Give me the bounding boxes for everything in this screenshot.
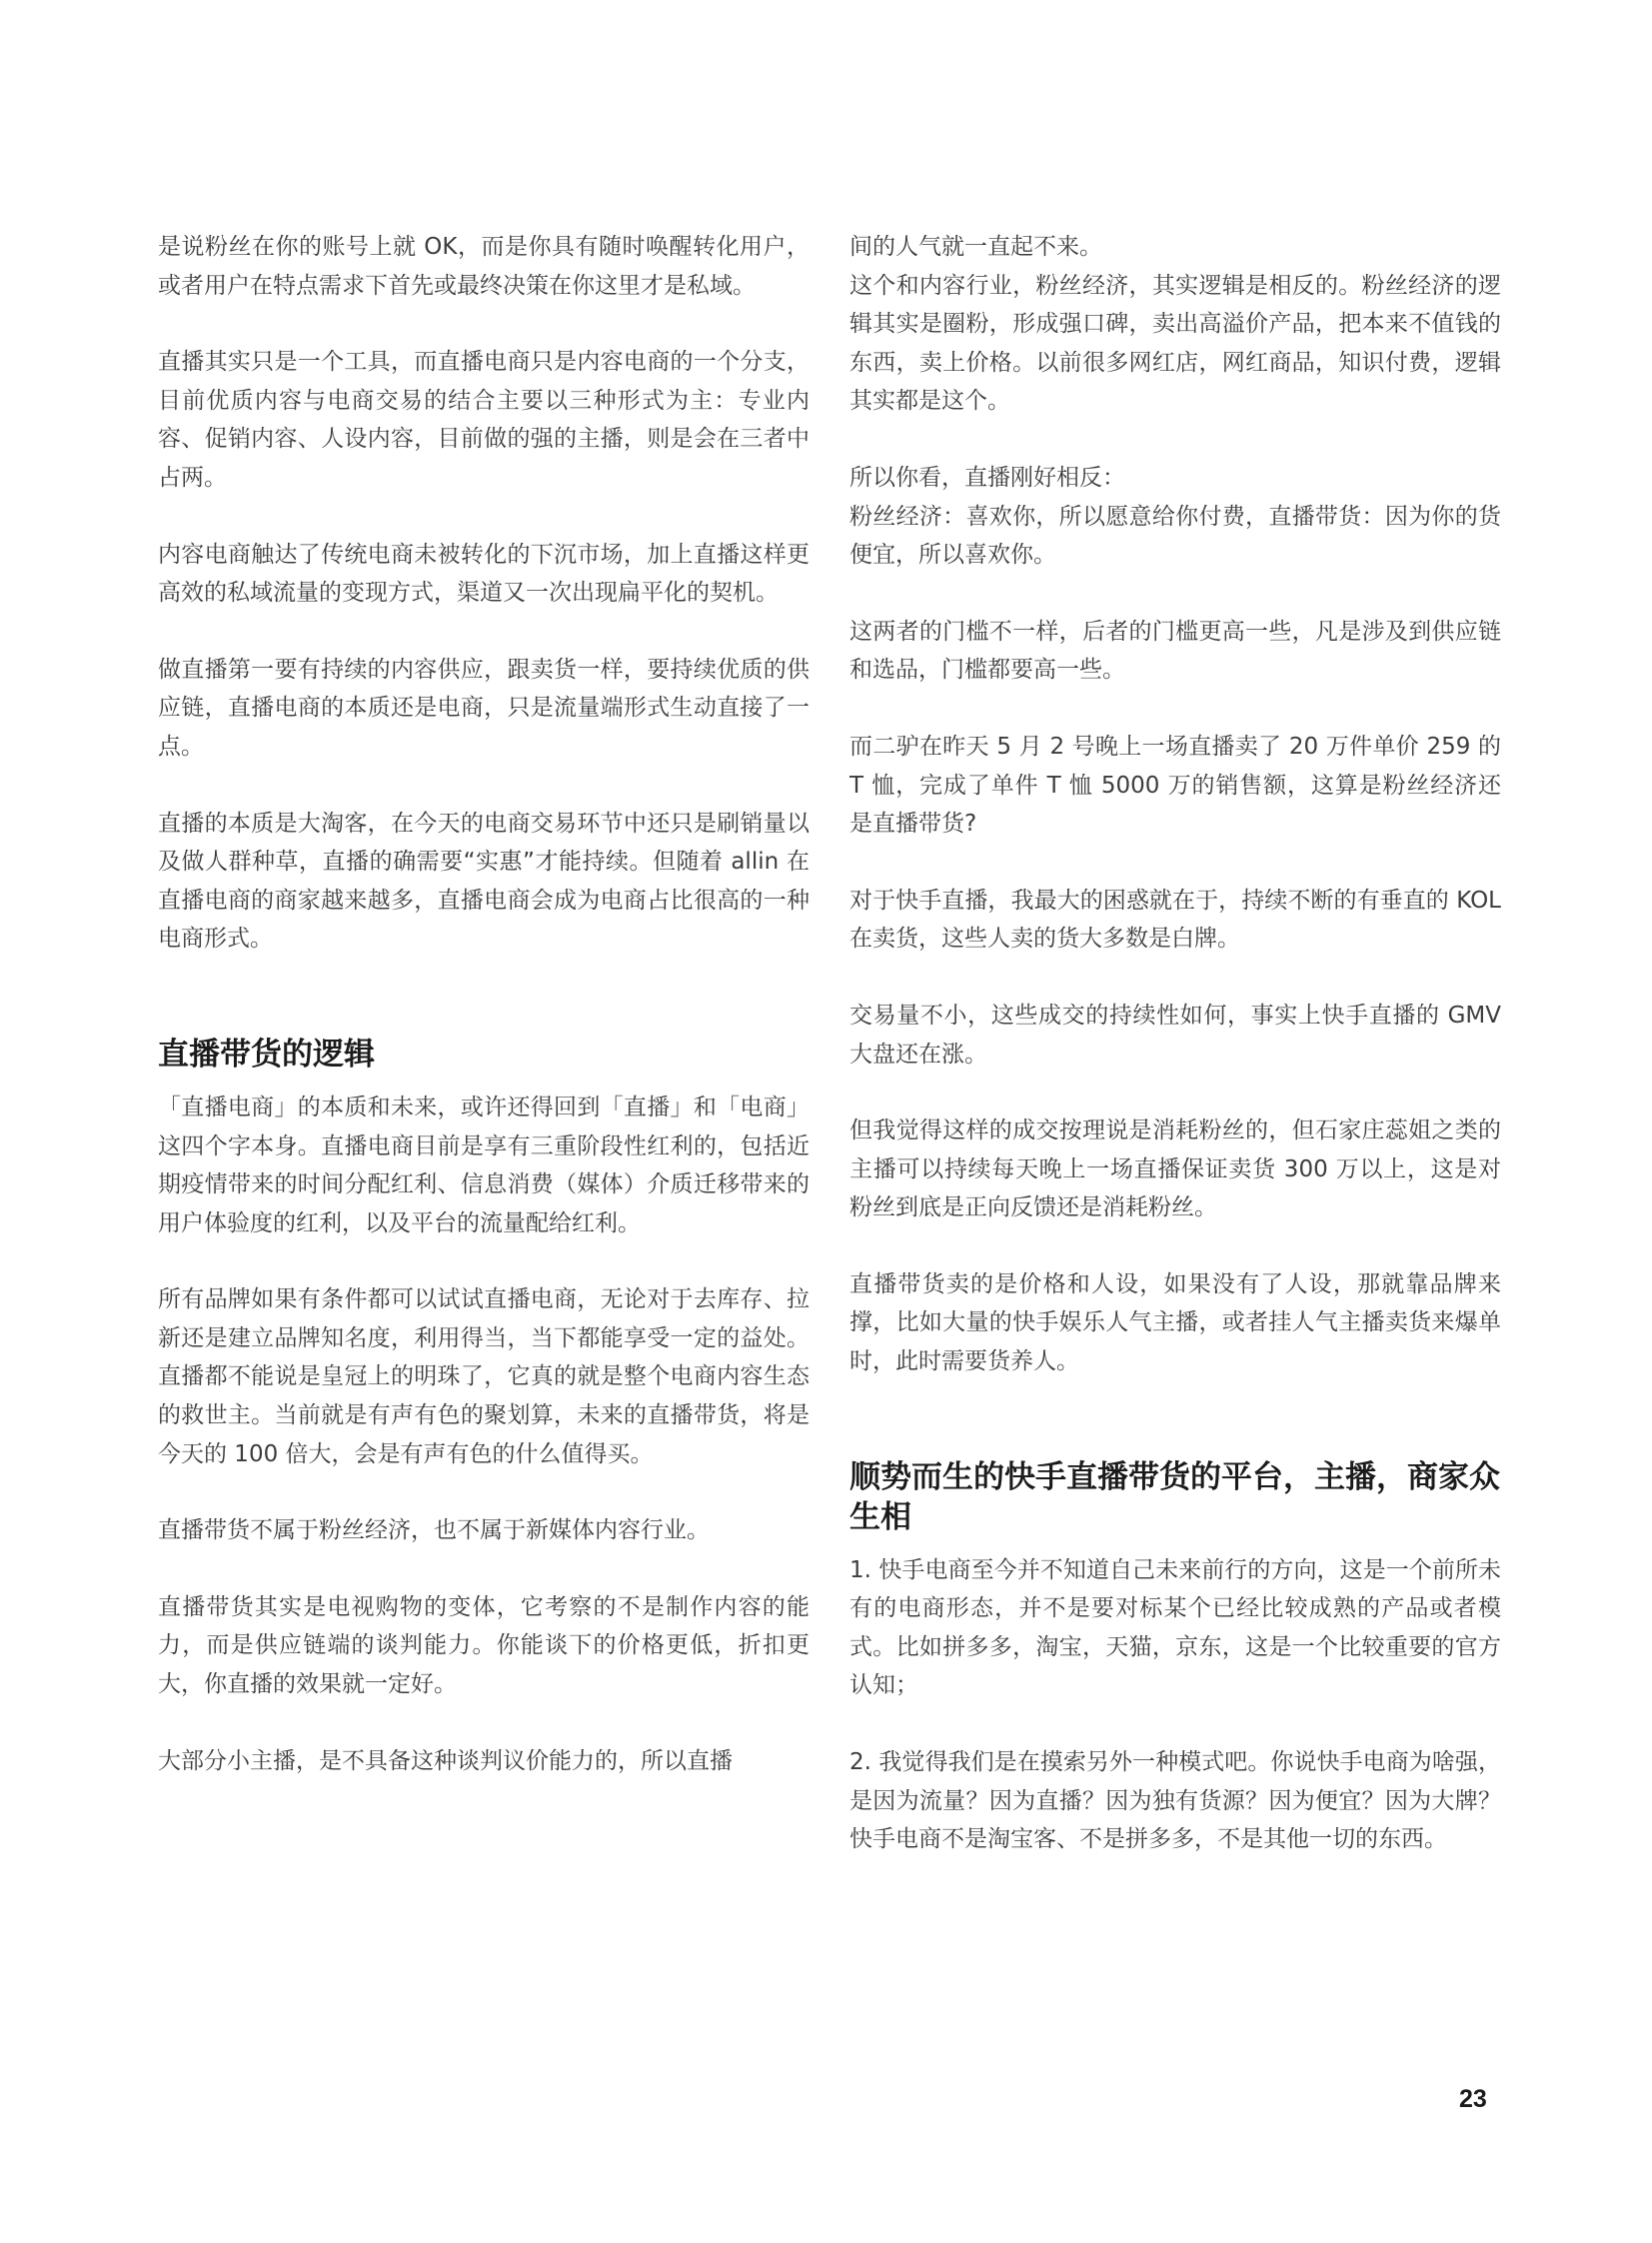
- section-heading: 顺势而生的快手直播带货的平台，主播，商家众生相: [849, 1458, 1500, 1535]
- paragraph: 直播的本质是大淘客，在今天的电商交易环节中还只是刷销量以及做人群种草，直播的确需要“实惠”才能持续。但随着 allin 在直播电商的商家越来越多，直播电商会成为电商占比很高的一种电商形式。: [158, 810, 810, 953]
- paragraph: 做直播第一要有持续的内容供应，跟卖货一样，要持续优质的供应链，直播电商的本质还是电商，只是流量端形式生动直接了一点。: [158, 656, 810, 760]
- page-number: 23: [1459, 2085, 1487, 2113]
- paragraph: 但我觉得这样的成交按理说是消耗粉丝的，但石家庄蕊姐之类的主播可以持续每天晚上一场直播保证卖货 300 万以上，这是对粉丝到底是正向反馈还是消耗粉丝。: [849, 1118, 1501, 1221]
- paragraph: 是说粉丝在你的账号上就 OK，而是你具有随时唤醒转化用户，或者用户在特点需求下首先或最终决策在你这里才是私域。: [158, 234, 810, 299]
- section-heading: 直播带货的逻辑: [158, 1036, 375, 1073]
- paragraph: 间的人气就一直起不来。: [849, 234, 1102, 260]
- paragraph: 这个和内容行业，粉丝经济，其实逻辑是相反的。粉丝经济的逻辑其实是圈粉，形成强口碑，卖出高溢价产品，把本来不值钱的东西，卖上价格。以前很多网红店，网红商品，知识付费，逻辑其实都是这个。: [849, 272, 1501, 415]
- left-column: [158, 228, 810, 1780]
- paragraph: 交易量不小，这些成交的持续性如何，事实上快手直播的 GMV 大盘还在涨。: [849, 1002, 1501, 1068]
- paragraph: 大部分小主播，是不具备这种谈判议价能力的，所以直播: [158, 1747, 733, 1774]
- paragraph: 1. 快手电商至今并不知道自己未来前行的方向，这是一个前所未有的电商形态，并不是要对标某个已经比较成熟的产品或者模式。比如拼多多，淘宝，天猫，京东，这是一个比较重要的官方认知；: [849, 1556, 1501, 1699]
- paragraph: 2. 我觉得我们是在摸索另外一种模式吧。你说快手电商为啥强，是因为流量？因为直播？因为独有货源？因为便宜？因为大牌？快手电商不是淘宝客、不是拼多多，不是其他一切的东西。: [849, 1749, 1501, 1853]
- paragraph: 直播带货卖的是价格和人设，如果没有了人设，那就靠品牌来撑，比如大量的快手娱乐人气主播，或者挂人气主播卖货来爆单时，此时需要货养人。: [849, 1270, 1501, 1375]
- paragraph: 这两者的门槛不一样，后者的门槛更高一些，凡是涉及到供应链和选品，门槛都要高一些。: [849, 618, 1501, 684]
- paragraph: 所以你看，直播刚好相反：: [849, 464, 1125, 491]
- paragraph: 对于快手直播，我最大的困惑就在于，持续不断的有垂直的 KOL 在卖货，这些人卖的货大多数是白牌。: [849, 887, 1501, 953]
- paragraph: 而二驴在昨天 5 月 2 号晚上一场直播卖了 20 万件单价 259 的 T 恤，完成了单件 T 恤 5000 万的销售额，这算是粉丝经济还是直播带货?: [849, 733, 1501, 838]
- paragraph: 所有品牌如果有条件都可以试试直播电商，无论对于去库存、拉新还是建立品牌知名度，利用得当，当下都能享受一定的益处。直播都不能说是皇冠上的明珠了，它真的就是整个电商内容生态的救世主。当前就是有声有色的聚划算，未来的直播带货，将是今天的 100 倍大，会是有声有色的什么值得买。: [158, 1286, 810, 1467]
- paragraph: 内容电商触达了传统电商未被转化的下沉市场，加上直播这样更高效的私域流量的变现方式，渠道又一次出现扁平化的契机。: [158, 541, 810, 607]
- paragraph: 直播带货其实是电视购物的变体，它考察的不是制作内容的能力，而是供应链端的谈判能力。你能谈下的价格更低，折扣更大，你直播的效果就一定好。: [158, 1593, 810, 1698]
- paragraph: 粉丝经济：喜欢你，所以愿意给你付费，直播带货：因为你的货便宜，所以喜欢你。: [849, 503, 1501, 569]
- right-column: [849, 228, 1501, 1859]
- paragraph: 直播其实只是一个工具，而直播电商只是内容电商的一个分支，目前优质内容与电商交易的结合主要以三种形式为主：专业内容、促销内容、人设内容，目前做的强的主播，则是会在三者中占两。: [158, 349, 810, 491]
- paragraph: 直播带货不属于粉丝经济，也不属于新媒体内容行业。: [158, 1517, 710, 1544]
- paragraph: 「直播电商」的本质和未来，或许还得回到「直播」和「电商」这四个字本身。直播电商目前是享有三重阶段性红利的，包括近期疫情带来的时间分配红利、信息消费（媒体）介质迁移带来的用户体验度的红利，以及平台的流量配给红利。: [158, 1094, 810, 1236]
